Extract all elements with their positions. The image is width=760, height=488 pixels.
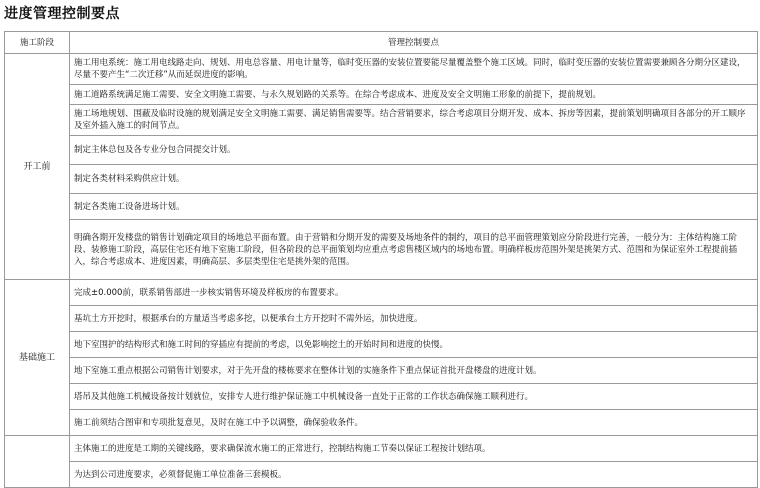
control-point-item: 施工场地规划、围蔽及临时设施的规划满足安全文明施工需要、满足销售需要等。结合营销要求，综合考虑项目分期开发、成本、拆房等因素，提前策划明确项目各部分的开工顺序及室外插入施工的时间节点。 <box>70 105 758 136</box>
stage-cell-preparation: 开工前 <box>5 54 70 280</box>
table-row <box>5 436 758 462</box>
control-point-item: 施工道路系统满足施工需要、安全文明施工需要、与永久规划路的关系等。在综合考虑成本、进度及安全文明施工形象的前提下，提前规划。 <box>70 85 758 105</box>
header-control-points: 管理控制要点 <box>70 32 758 54</box>
control-point-item: 制定各类材料采购供应计划。 <box>70 165 758 194</box>
table-row <box>5 105 758 136</box>
control-point-item: 制定主体总包及各专业分包合同提交计划。 <box>70 136 758 165</box>
table-row <box>5 306 758 332</box>
control-point-item: 完成±0.000前，联系销售部进一步核实销售环境及样板房的布置要求。 <box>70 280 758 306</box>
control-point-item: 地下室围护的结构形式和施工时间的穿插应有提前的考虑，以免影响挖土的开始时间和进度的快慢。 <box>70 332 758 358</box>
table-row <box>5 358 758 384</box>
table-row <box>5 85 758 105</box>
control-point-item: 明确各期开发楼盘的销售计划确定项目的场地总平面布置。由于营销和分期开发的需要及场地条件的制约，项目的总平面管理策划应分阶段进行完善，一般分为：主体结构施工阶段、装修施工阶段，高层住宅还有地下室施工阶段，但各阶段的总平面策划均应重点考虑售楼区域内的场地布置。明确样板房范围外架是挑架方式、范围和为保证室外工程提前插入，综合考虑成本、进度因素，明确高层、多层类型住宅是挑外架的范围。 <box>70 220 758 280</box>
table-header-row <box>5 32 758 54</box>
control-point-item: 地下室施工重点根据公司销售计划要求，对于先开盘的楼栋要求在整体计划的实施条件下重点保证首批开盘楼盘的进度计划。 <box>70 358 758 384</box>
control-point-item: 制定各类施工设备进场计划。 <box>70 194 758 220</box>
table-row <box>5 280 758 306</box>
control-point-item: 塔吊及其他施工机械设备按计划就位，安排专人进行维护保证施工中机械设备一直处于正常的工作状态确保施工顺利进行。 <box>70 384 758 410</box>
table-row <box>5 165 758 194</box>
table-row <box>5 194 758 220</box>
control-point-item: 施工用电系统：施工用电线路走向、规划、用电总容量、用电计量等，临时变压器的安装位置要能尽量覆盖整个施工区域。同时，临时变压器的安装位置需要兼顾各分期分区建设，尽量不要产生“二次迁移”从而延误进度的影响。 <box>70 54 758 85</box>
table-row <box>5 220 758 280</box>
progress-control-table <box>4 31 758 488</box>
control-point-item: 主体施工的进度是工期的关键线路，要求确保流水施工的正常进行，控制结构施工节奏以保证工程按计划结项。 <box>70 436 758 462</box>
header-stage: 施工阶段 <box>5 32 70 54</box>
table-row <box>5 384 758 410</box>
table-row <box>5 332 758 358</box>
table-row <box>5 410 758 436</box>
stage-cell-foundation: 基础施工 <box>5 280 70 436</box>
table-row <box>5 136 758 165</box>
control-point-item: 为达到公司进度要求，必须督促施工单位准备三套模板。 <box>70 462 758 488</box>
control-point-item: 施工前须结合图审和专项批复意见，及时在施工中予以调整，确保验收条件。 <box>70 410 758 436</box>
table-row <box>5 462 758 488</box>
page-title: 进度管理控制要点 <box>4 6 120 22</box>
control-point-item: 基坑土方开挖时，根据承台的方量适当考虑多挖，以便承台土方开挖时不需外运，加快进度。 <box>70 306 758 332</box>
stage-cell-main-structure <box>5 436 70 488</box>
table-row <box>5 54 758 85</box>
